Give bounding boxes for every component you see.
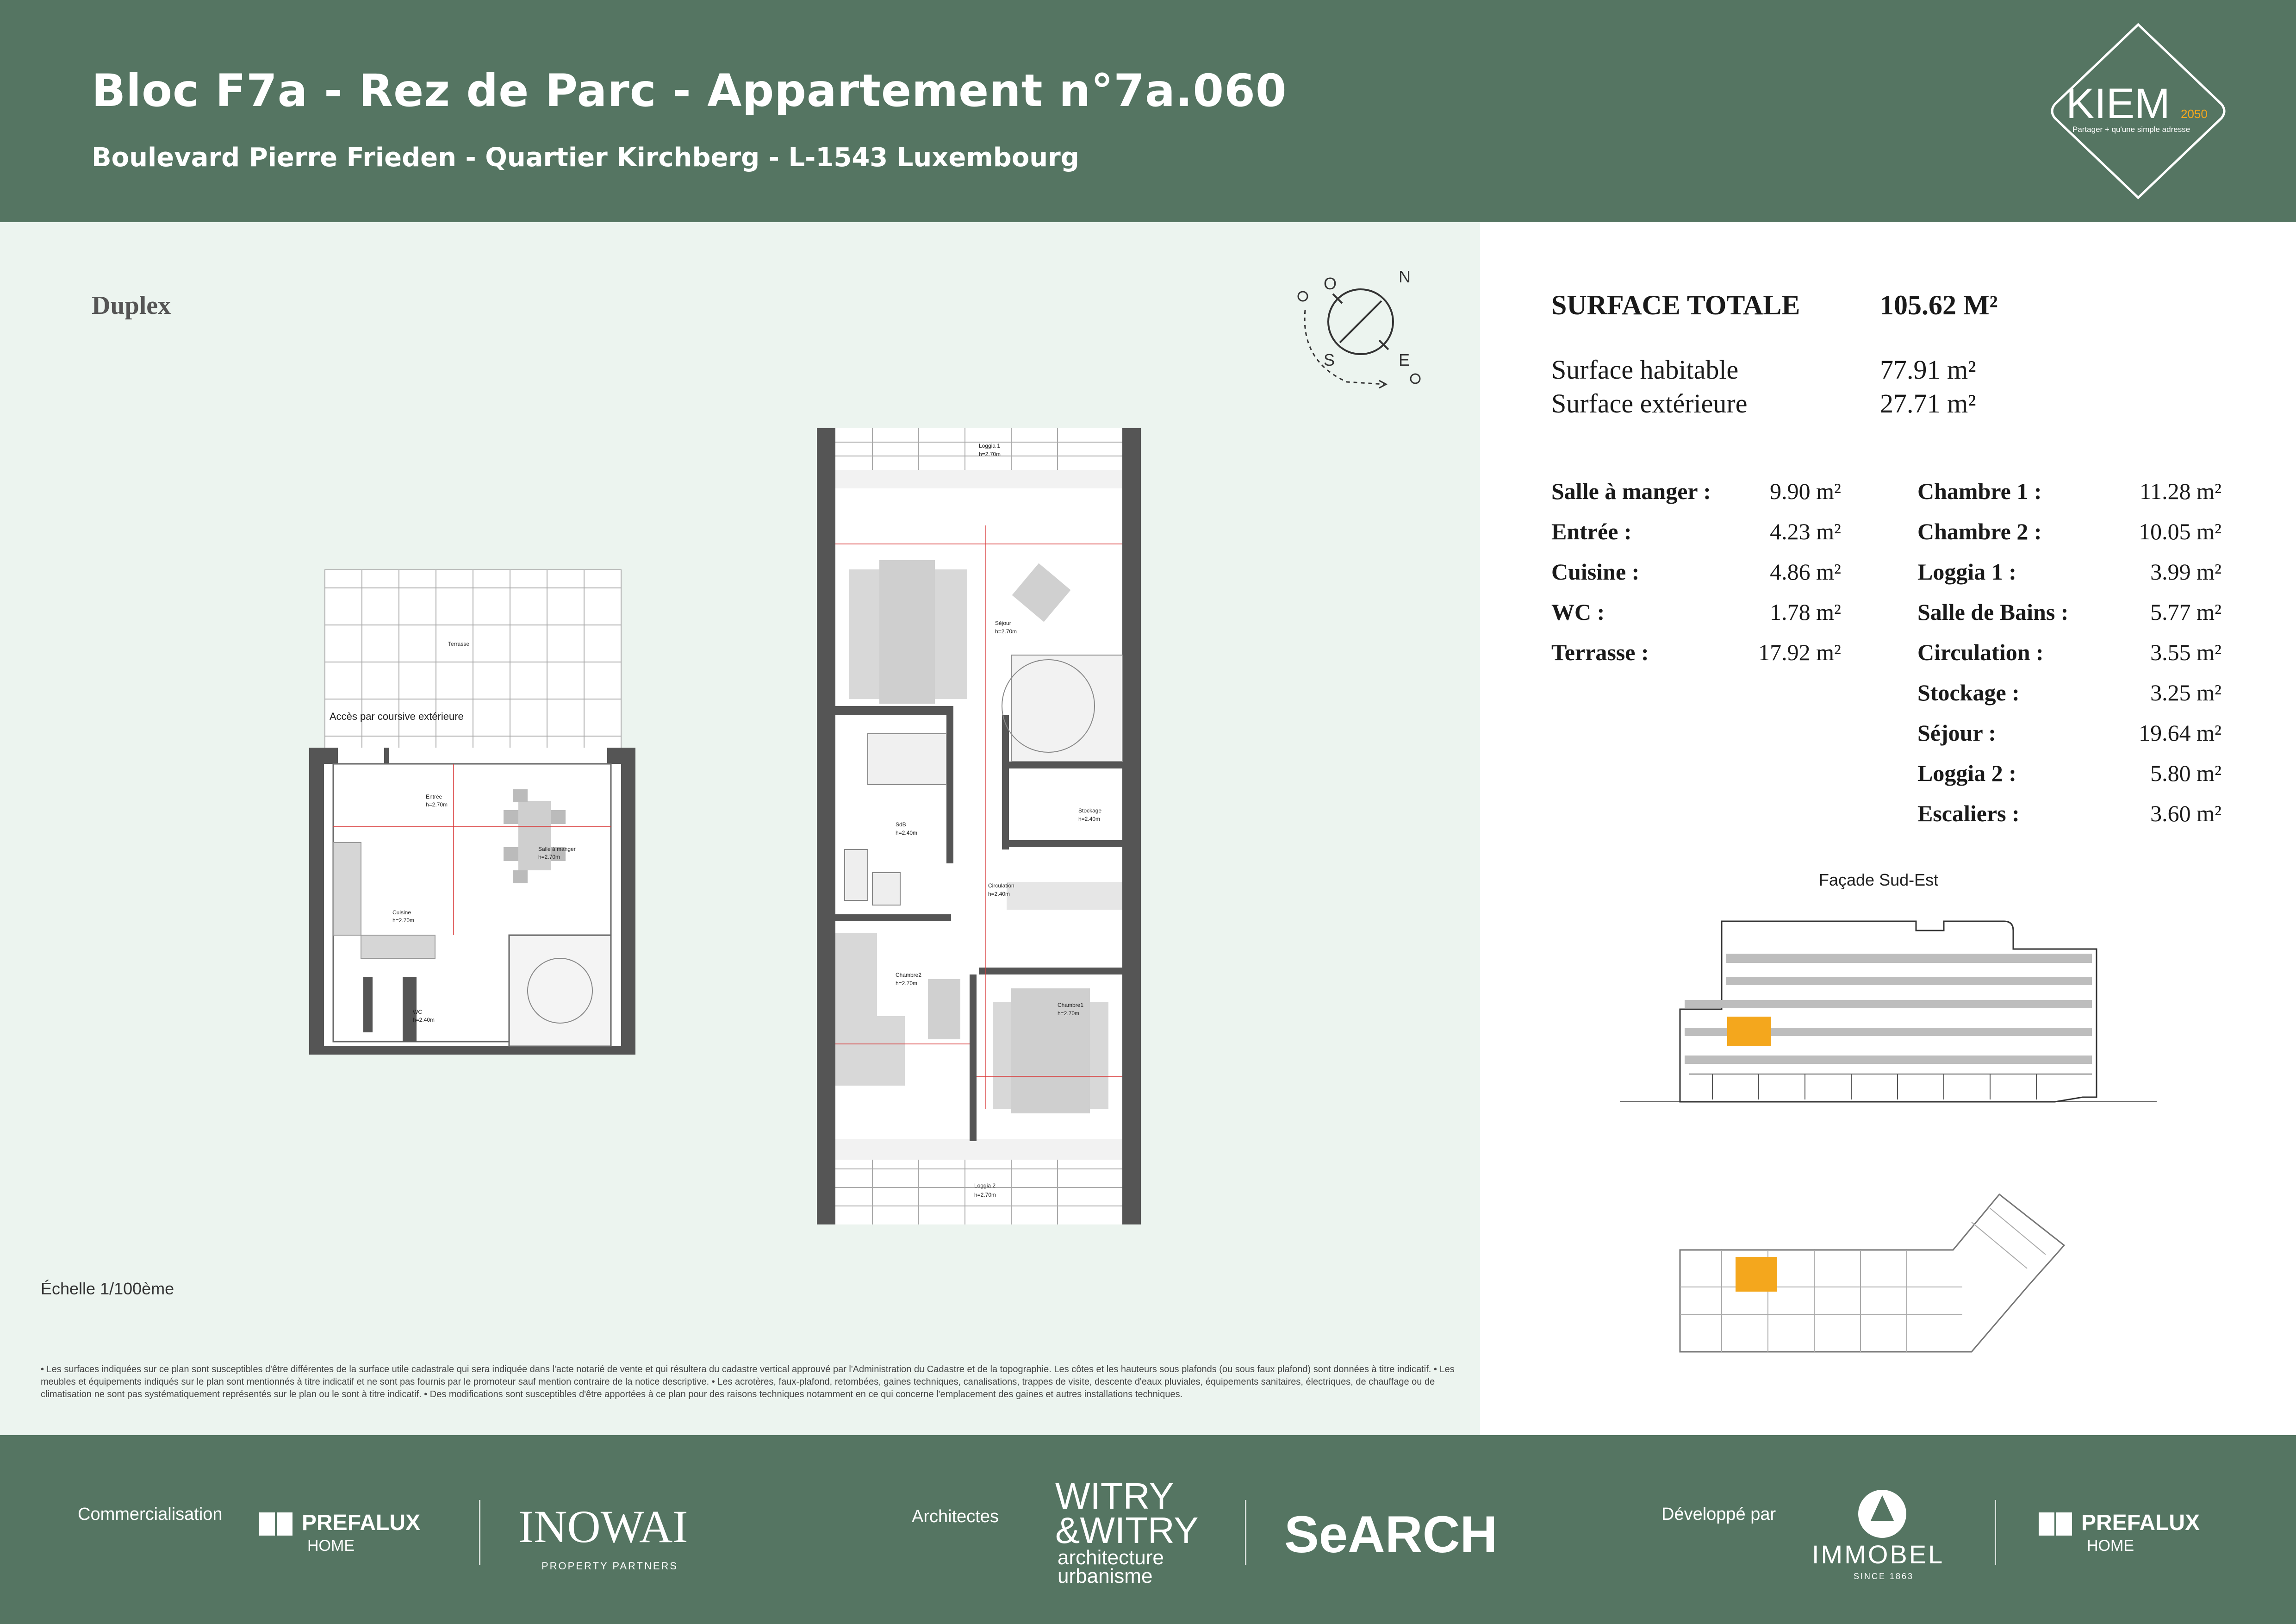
room-name: Chambre 2 : [1917, 518, 2042, 544]
room-name: Loggia 1 : [1917, 559, 2016, 585]
svg-text:SdB: SdB [896, 821, 906, 828]
logo-tagline: Partager + qu'une simple adresse [2072, 125, 2190, 134]
footer-divider [1245, 1500, 1246, 1565]
svg-text:Séjour: Séjour [995, 620, 1011, 626]
immobel-text: IMMOBEL [1812, 1540, 1945, 1569]
immobel-sub: SINCE 1863 [1854, 1572, 1914, 1581]
room-value: 3.55 m² [2150, 639, 2221, 665]
logo-year: 2050 [2181, 107, 2208, 121]
room-name: Cuisine : [1551, 559, 1640, 585]
facade-drawing [1620, 912, 2157, 1106]
witry-line-4: urbanisme [1058, 1565, 1153, 1587]
witry-line-1: WITRY [1055, 1475, 1174, 1517]
room-value: 3.25 m² [2150, 680, 2221, 706]
room-name: Terrasse : [1551, 639, 1649, 665]
svg-text:h=2.70m: h=2.70m [392, 917, 415, 924]
inowai-sub: PROPERTY PARTNERS [541, 1560, 678, 1572]
room-name: Séjour : [1917, 720, 1996, 746]
svg-text:h=2.70m: h=2.70m [979, 451, 1001, 457]
witry-logo [1055, 1475, 1199, 1551]
room-name: Salle à manger : [1551, 478, 1711, 504]
page-title: Bloc F7a - Rez de Parc - Appartement n°7a.060 [92, 65, 1287, 117]
svg-text:Loggia 1: Loggia 1 [979, 443, 1001, 449]
svg-text:h=2.70m: h=2.70m [538, 854, 560, 860]
scale-label: Échelle 1/100ème [41, 1279, 174, 1298]
room-value: 17.92 m² [1758, 639, 1841, 665]
prefalux-sub-left: HOME [307, 1537, 355, 1555]
footer-divider [479, 1500, 480, 1565]
search-logo: SeARCH [1284, 1505, 1498, 1563]
commercialisation-label: Commercialisation [78, 1505, 223, 1524]
svg-text:Stockage: Stockage [1078, 807, 1102, 814]
svg-text:Cuisine: Cuisine [392, 909, 411, 916]
facade-title: Façade Sud-Est [1819, 870, 1939, 889]
footer-divider [1995, 1500, 1996, 1565]
inowai-logo: INOWAI [518, 1501, 688, 1552]
svg-text:N: N [1399, 269, 1411, 286]
floor-plan-lower [305, 569, 639, 1060]
witry-line-2: &WITRY [1055, 1510, 1199, 1551]
svg-text:O: O [1324, 274, 1337, 293]
logo-text: KIEM [2066, 80, 2170, 127]
floor-plan-upper [817, 428, 1145, 1224]
svg-text:h=2.70m: h=2.70m [426, 801, 448, 808]
svg-text:h=2.40m: h=2.40m [413, 1017, 435, 1023]
svg-text:Accès par coursive extérieure: Accès par coursive extérieure [330, 711, 464, 722]
terrace-tiles [325, 569, 621, 755]
architectes-label: Architectes [912, 1507, 999, 1526]
compass-icon [1291, 269, 1425, 398]
svg-text:h=2.70m: h=2.70m [974, 1192, 996, 1198]
plan-type-label: Duplex [92, 291, 171, 320]
svg-text:h=2.40m: h=2.40m [1078, 816, 1101, 822]
room-name: WC : [1551, 599, 1605, 625]
svg-text:Circulation: Circulation [988, 882, 1014, 889]
room-name: Loggia 2 : [1917, 760, 2016, 786]
svg-text:Chambre1: Chambre1 [1058, 1002, 1084, 1008]
room-value: 4.86 m² [1770, 559, 1841, 585]
svg-text:Terrasse: Terrasse [448, 641, 470, 647]
prefalux-sub-right: HOME [2087, 1537, 2134, 1555]
svg-text:S: S [1324, 350, 1335, 369]
prefalux-text: PREFALUX [302, 1511, 421, 1535]
svg-text:E: E [1399, 350, 1410, 369]
surface-exterieure-value: 27.71 m² [1880, 388, 1976, 418]
svg-text:h=2.70m: h=2.70m [1058, 1010, 1080, 1017]
surface-habitable-label: Surface habitable [1551, 355, 1739, 385]
svg-text:Entrée: Entrée [426, 793, 442, 800]
prefalux-logo-right [2039, 1510, 2200, 1536]
room-name: Chambre 1 : [1917, 478, 2042, 504]
kiem-logo [2046, 21, 2231, 201]
room-value: 19.64 m² [2139, 720, 2221, 746]
room-value: 3.60 m² [2150, 800, 2221, 826]
room-name: Stockage : [1917, 680, 2020, 706]
witry-sub [1058, 1546, 1164, 1587]
site-plan [1675, 1167, 2129, 1361]
room-value: 3.99 m² [2150, 559, 2221, 585]
prefalux-text: PREFALUX [2081, 1511, 2200, 1535]
svg-text:WC: WC [413, 1009, 422, 1015]
page-subtitle: Boulevard Pierre Frieden - Quartier Kirchberg - L-1543 Luxembourg [92, 143, 1079, 173]
room-value: 4.23 m² [1770, 518, 1841, 544]
immobel-logo-icon [1857, 1488, 1908, 1539]
room-name: Entrée : [1551, 518, 1632, 544]
room-value: 1.78 m² [1770, 599, 1841, 625]
svg-text:Loggia 2: Loggia 2 [974, 1182, 996, 1189]
room-value: 9.90 m² [1770, 478, 1841, 504]
svg-text:h=2.40m: h=2.40m [896, 830, 918, 836]
svg-text:Salle à manger: Salle à manger [538, 846, 576, 852]
surface-total-value: 105.62 M² [1880, 290, 1998, 320]
surface-total-label: SURFACE TOTALE [1551, 290, 1800, 320]
room-value: 11.28 m² [2139, 478, 2221, 504]
svg-text:h=2.70m: h=2.70m [896, 980, 918, 987]
room-name: Escaliers : [1917, 800, 2020, 826]
room-name: Salle de Bains : [1917, 599, 2069, 625]
svg-text:Chambre2: Chambre2 [896, 972, 922, 978]
svg-text:h=2.70m: h=2.70m [995, 628, 1017, 635]
surface-exterieure-label: Surface extérieure [1551, 388, 1748, 418]
disclaimer-text: • Les surfaces indiquées sur ce plan sont susceptibles d'être différentes de la surface utile cadastrale qui sera indiquée dans l'acte notarié de vente et qui résultera du cadastre vertical approuvé par l'Administration du Cadastre et de la topographie. Les côtes et les hauteurs sous plafonds (ou sous faux plafond) sont données à titre indicatif. • Les meubles et équipements indiqués sur le plan sont mentionnés à titre indicatif et ne sont pas fournis par le promoteur sauf mention contraire de la notice descriptive. • Les acrotères, faux-plafond, retombées, gaines techniques, canalisations, trappes de visite, descente d'eaux pluviales, équipements sanitaires, électriques, de chauffage ou de climatisation ne sont pas systématiquement représentés sur le plan ou le sont à titre indicatif. • Des modifications sont susceptibles d'être apportées à ce plan pour des raisons techniques notamment en ce qui concerne l'emplacement des gaines et autres installations techniques. [41, 1364, 1455, 1399]
svg-text:h=2.40m: h=2.40m [988, 891, 1010, 897]
room-name: Circulation : [1917, 639, 2044, 665]
developpe-label: Développé par [1661, 1505, 1776, 1524]
surface-habitable-value: 77.91 m² [1880, 355, 1976, 385]
room-value: 5.77 m² [2150, 599, 2221, 625]
prefalux-logo-left [259, 1510, 420, 1536]
witry-line-3: architecture [1058, 1546, 1164, 1569]
plan-panel [0, 222, 1480, 1435]
room-value: 10.05 m² [2139, 518, 2221, 544]
room-value: 5.80 m² [2150, 760, 2221, 786]
